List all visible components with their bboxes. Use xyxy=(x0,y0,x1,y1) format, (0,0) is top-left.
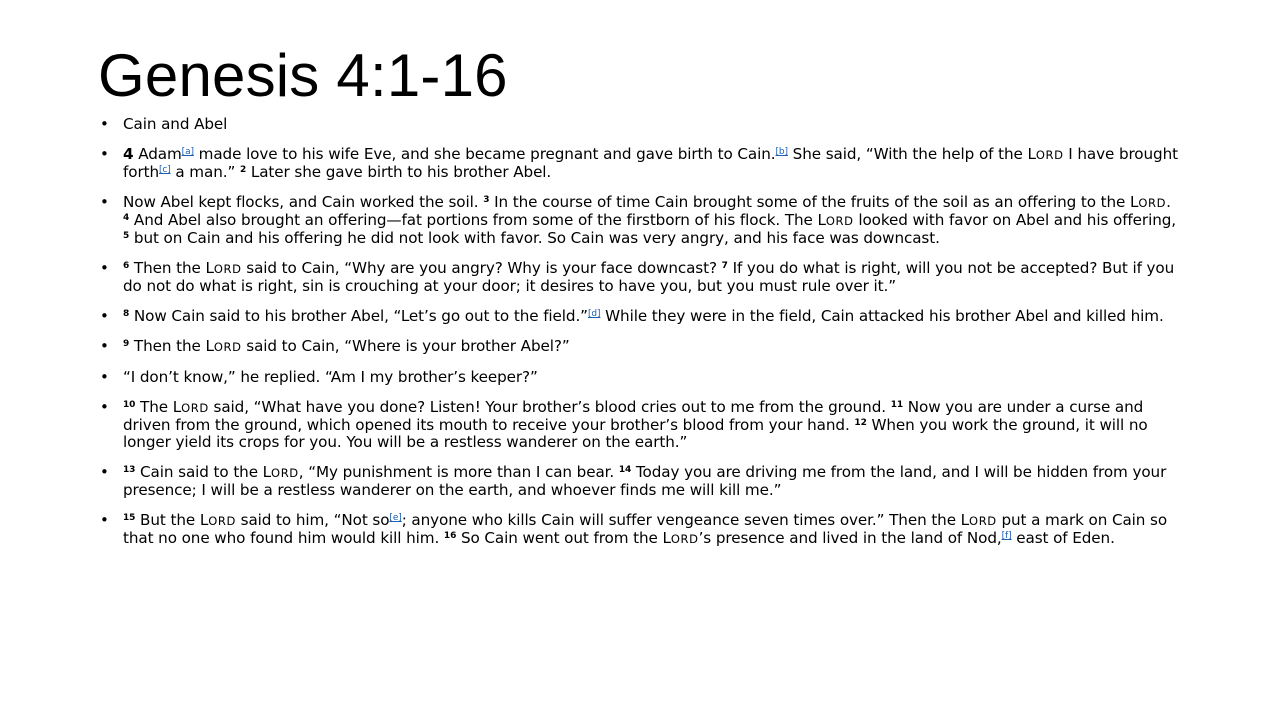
text-run: Adam xyxy=(133,145,182,163)
footnote-link[interactable]: [d] xyxy=(587,309,601,319)
text-run: “I don’t know,” he replied. “Am I my brother’s keeper?” xyxy=(123,368,538,386)
verse-number: 11 xyxy=(890,400,904,410)
bullet-glyph: • xyxy=(100,115,109,133)
bullet-glyph: • xyxy=(100,337,109,355)
footnote-link[interactable]: [e] xyxy=(389,513,402,523)
text-run: . xyxy=(1166,193,1171,211)
text-run: If you do what is right, will you not be accepted? But if you do not do what is right, sin is crouching at your door; it desires to have you, but you must rule over it.” xyxy=(123,259,1175,295)
text-run: said to him, “Not so xyxy=(235,511,390,529)
bullet-item xyxy=(100,116,1180,133)
verse-number: 14 xyxy=(618,465,632,475)
text-run: The L xyxy=(135,398,182,416)
bullet-item xyxy=(100,464,1180,499)
text-run: Now Cain said to his brother Abel, “Let’s go out to the field.” xyxy=(129,307,588,325)
bullet-item xyxy=(100,338,1180,356)
bullet-glyph: • xyxy=(100,193,109,211)
verse-number: 16 xyxy=(443,531,457,541)
verse-number: 15 xyxy=(123,513,136,523)
bullet-glyph: • xyxy=(100,398,109,416)
verse-number: 2 xyxy=(239,165,247,175)
bullet-glyph: • xyxy=(100,463,109,481)
footnote-link[interactable]: [f] xyxy=(1001,531,1012,541)
bullet-item xyxy=(100,399,1180,451)
slide-title: Genesis 4:1-16 xyxy=(98,42,508,109)
text-run: said, “What have you done? Listen! Your brother’s blood cries out to me from the ground. xyxy=(208,398,891,416)
bullet-glyph: • xyxy=(100,511,109,529)
bullet-item xyxy=(100,260,1180,295)
small-caps-text: ORD xyxy=(1138,196,1167,210)
verse-number: 4 xyxy=(123,213,130,223)
footnote-link[interactable]: [c] xyxy=(158,165,171,175)
text-run: Later she gave birth to his brother Abel. xyxy=(246,163,552,181)
text-run: looked with favor on Abel and his offering, xyxy=(853,211,1176,229)
text-run: When you work the ground, it will no longer yield its crops for you. You will be a restless wanderer on the earth.” xyxy=(123,416,1148,451)
text-run: put a mark on Cain so that no one who found him would kill him. xyxy=(123,511,1168,547)
text-run: Cain said to the L xyxy=(135,463,272,481)
verse-number: 10 xyxy=(123,400,136,410)
text-run: , “My punishment is more than I can bear. xyxy=(298,463,619,481)
verse-number: 5 xyxy=(123,231,130,241)
text-run: She said, “With the help of the L xyxy=(787,145,1036,163)
text-run: ’s presence and lived in the land of Nod, xyxy=(698,529,1002,547)
text-run: I have brought forth xyxy=(123,145,1178,181)
text-run: said to Cain, “Why are you angry? Why is your face downcast? xyxy=(241,259,722,277)
verse-number: 9 xyxy=(123,339,130,349)
bullet-item xyxy=(100,512,1180,548)
text-run: east of Eden. xyxy=(1011,529,1115,547)
text-run: Now Abel kept flocks, and Cain worked the soil. xyxy=(123,193,484,211)
bullet-item xyxy=(100,308,1180,325)
bullet-glyph: • xyxy=(100,307,109,325)
text-run: Today you are driving me from the land, and I will be hidden from your presence; I will be a restless wanderer on the earth, and whoever finds me will kill me.” xyxy=(123,463,1167,499)
bullet-glyph: • xyxy=(100,368,109,386)
text-run: So Cain went out from the L xyxy=(456,529,671,547)
text-run: said to Cain, “Where is your brother Abel?” xyxy=(241,337,570,355)
text-run: a man.” xyxy=(170,163,240,181)
bullet-item xyxy=(100,194,1180,247)
footnote-link[interactable]: [a] xyxy=(181,147,194,157)
footnote-link[interactable]: [b] xyxy=(775,147,788,157)
text-run: Then the L xyxy=(129,259,214,277)
small-caps-text: ORD xyxy=(1035,148,1064,162)
bullet-glyph: • xyxy=(100,259,109,277)
text-run: Cain and Abel xyxy=(123,115,228,133)
small-caps-text: ORD xyxy=(213,340,242,354)
bullet-item xyxy=(100,146,1180,181)
text-run: Now you are under a curse and driven from the ground, which opened its mouth to receive your brother’s blood from your hand. xyxy=(123,398,1144,434)
text-run: But the L xyxy=(135,511,209,529)
small-caps-text: ORD xyxy=(271,466,299,480)
text-run: While they were in the field, Cain attacked his brother Abel and killed him. xyxy=(600,307,1164,325)
small-caps-text: ORD xyxy=(213,262,242,276)
bullet-list xyxy=(100,116,1180,561)
small-caps-text: ORD xyxy=(208,514,236,528)
verse-number: 8 xyxy=(123,309,130,319)
small-caps-text: ORD xyxy=(825,214,854,228)
text-run: ; anyone who kills Cain will suffer vengeance seven times over.” Then the L xyxy=(401,511,970,529)
text-run: In the course of time Cain brought some of the fruits of the soil as an offering to the L xyxy=(489,193,1139,211)
text-run: Then the L xyxy=(129,337,214,355)
small-caps-text: ORD xyxy=(969,514,997,528)
bullet-item xyxy=(100,369,1180,386)
small-caps-text: ORD xyxy=(181,401,209,415)
verse-number: 13 xyxy=(123,465,136,475)
verse-number: 7 xyxy=(721,261,728,271)
chapter-number: 4 xyxy=(123,145,134,163)
bullet-glyph: • xyxy=(100,145,109,163)
small-caps-text: ORD xyxy=(670,532,699,546)
verse-number: 3 xyxy=(483,195,490,205)
verse-number: 6 xyxy=(123,261,130,271)
verse-number: 12 xyxy=(854,418,867,428)
text-run: made love to his wife Eve, and she became pregnant and gave birth to Cain. xyxy=(193,145,776,163)
text-run: but on Cain and his offering he did not look with favor. So Cain was very angry, and his face was downcast. xyxy=(129,229,940,247)
text-run: And Abel also brought an offering—fat portions from some of the firstborn of his flock. The L xyxy=(129,211,826,229)
